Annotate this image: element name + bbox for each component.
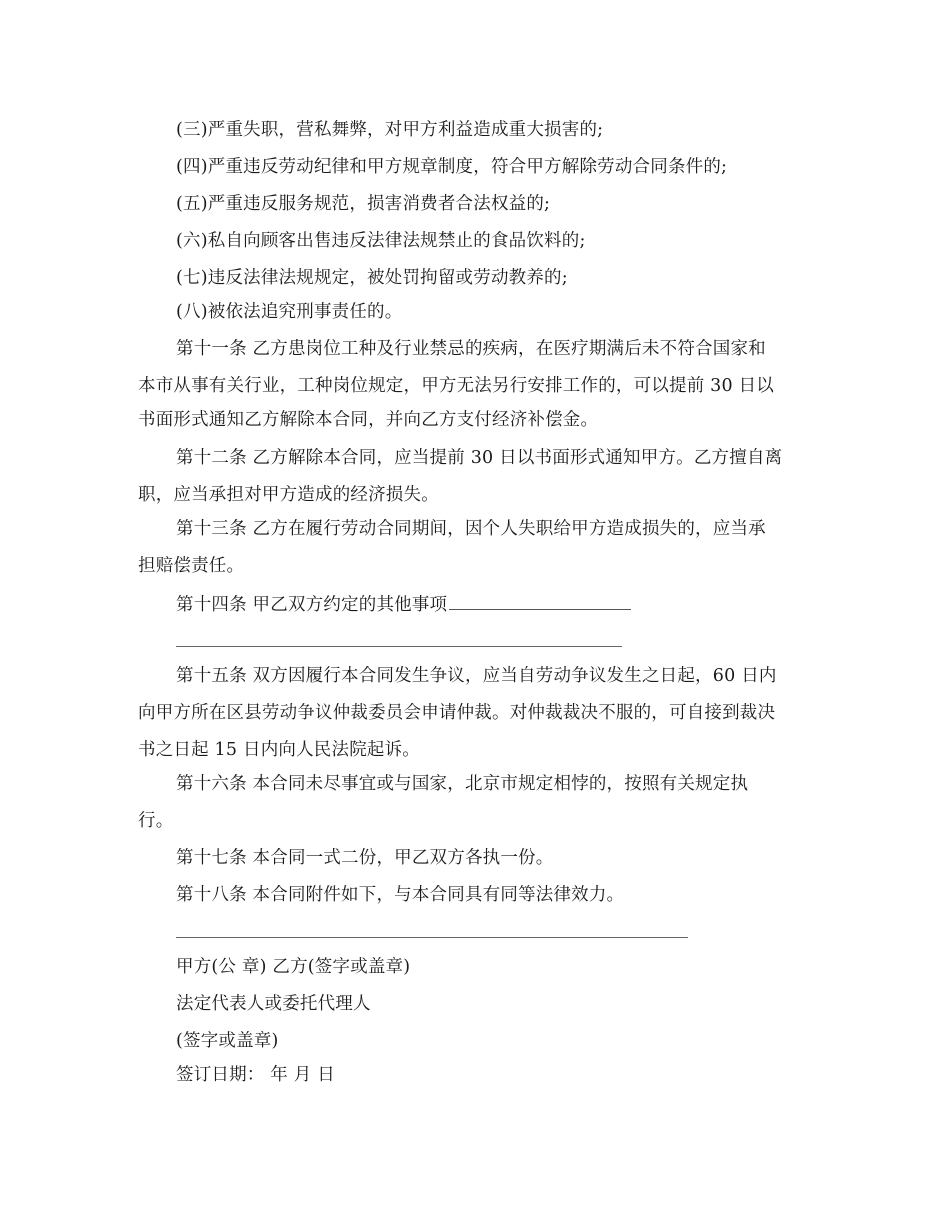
article-11-line-2: 本市从事有关行业，工种岗位规定，甲方无法另行安排工作的，可以提前 30 日以 <box>138 376 774 396</box>
article-16-line-1: 第十六条 本合同未尽事宜或与国家，北京市规定相悖的，按照有关规定执 <box>176 774 749 794</box>
clause-item-4: (四)严重违反劳动纪律和甲方规章制度，符合甲方解除劳动合同条件的; <box>176 157 728 177</box>
article-17: 第十七条 本合同一式二份，甲乙双方各执一份。 <box>176 848 554 868</box>
article-11-line-1: 第十一条 乙方患岗位工种及行业禁忌的疾病，在医疗期满后未不符合国家和 <box>176 339 766 359</box>
article-16-line-2: 行。 <box>138 811 174 831</box>
signature-note: (签字或盖章) <box>176 1031 279 1051</box>
signature-representative: 法定代表人或委托代理人 <box>176 994 371 1014</box>
article-14 <box>176 593 631 615</box>
clause-item-3: (三)严重失职，营私舞弊，对甲方利益造成重大损害的; <box>176 120 604 140</box>
clause-item-8: (八)被依法追究刑事责任的。 <box>176 302 403 322</box>
article-18: 第十八条 本合同附件如下，与本合同具有同等法律效力。 <box>176 885 625 905</box>
article-14-text: 第十四条 甲乙双方约定的其他事项 <box>176 595 448 615</box>
blank-line-2 <box>176 937 688 938</box>
article-12-line-2: 职，应当承担对甲方造成的经济损失。 <box>138 485 439 505</box>
clause-item-6: (六)私自向顾客出售违反法律法规禁止的食品饮料的; <box>176 231 586 251</box>
signature-parties: 甲方(公 章) 乙方(签字或盖章) <box>176 957 411 977</box>
article-15-line-3: 书之日起 15 日内向人民法院起诉。 <box>138 740 420 760</box>
blank-line-1 <box>176 646 622 647</box>
article-14-blank <box>449 593 631 610</box>
article-13-line-2: 担赔偿责任。 <box>138 556 245 576</box>
clause-item-5: (五)严重违反服务规范，损害消费者合法权益的; <box>176 194 551 214</box>
article-15-line-1: 第十五条 双方因履行本合同发生争议，应当自劳动争议发生之日起，60 日内 <box>176 666 777 686</box>
clause-item-7: (七)违反法律法规规定，被处罚拘留或劳动教养的; <box>176 268 568 288</box>
article-13-line-1: 第十三条 乙方在履行劳动合同期间，因个人失职给甲方造成损失的，应当承 <box>176 519 766 539</box>
article-15-line-2: 向甲方所在区县劳动争议仲裁委员会申请仲裁。对仲裁裁决不服的，可自接到裁决 <box>138 703 776 723</box>
article-11-line-3: 书面形式通知乙方解除本合同，并向乙方支付经济补偿金。 <box>138 410 599 430</box>
article-12-line-1: 第十二条 乙方解除本合同，应当提前 30 日以书面形式通知甲方。乙方擅自离 <box>176 448 783 468</box>
signature-date: 签订日期： 年 月 日 <box>176 1065 335 1085</box>
